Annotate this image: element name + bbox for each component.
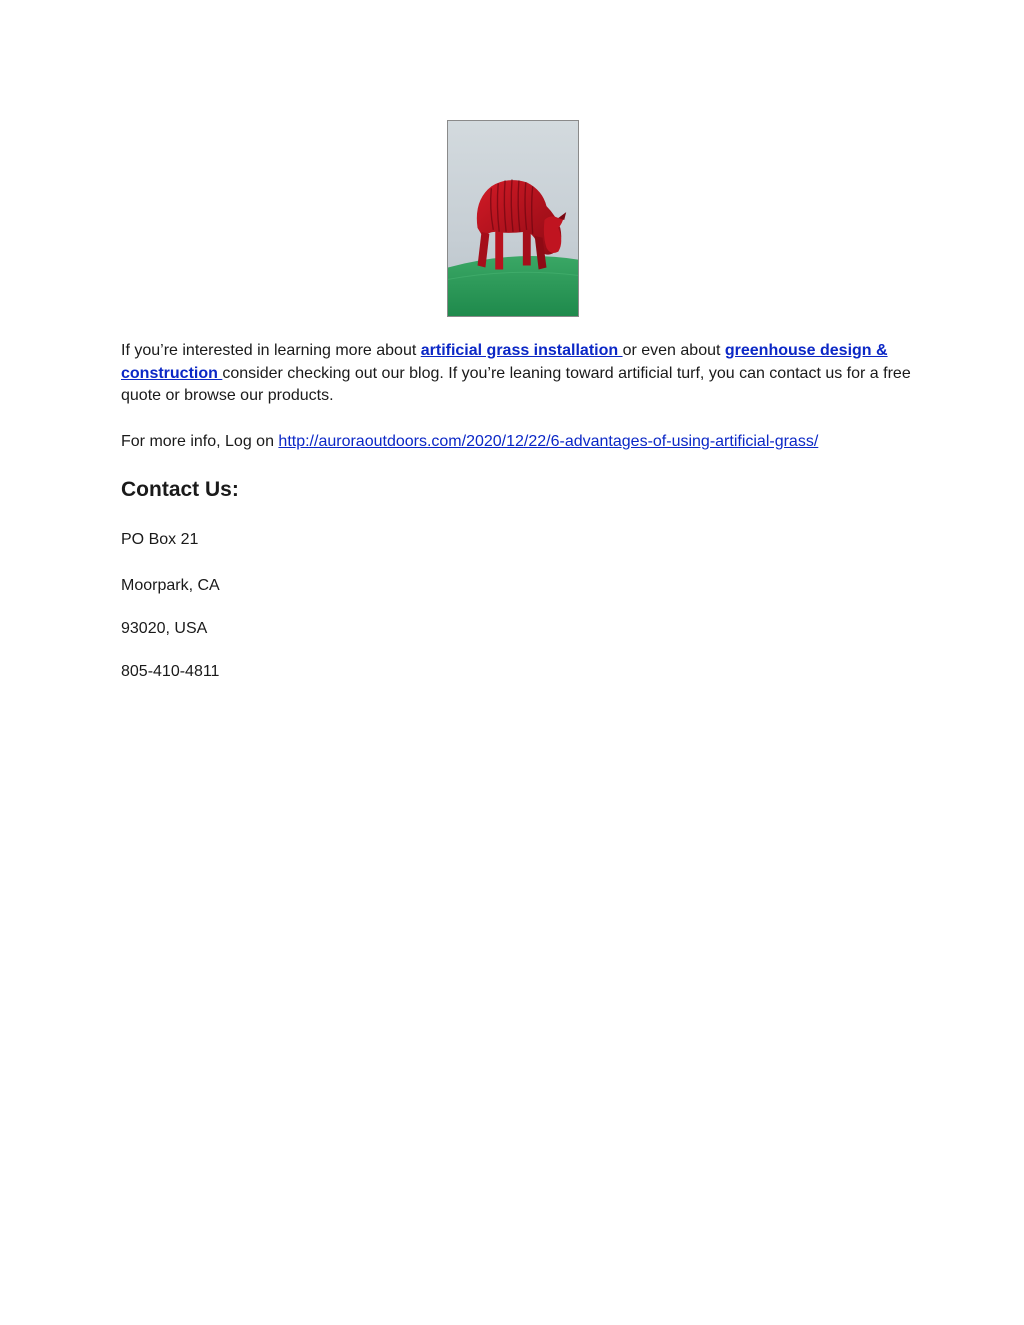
contact-phone: 805-410-4811 xyxy=(121,663,220,680)
artificial-grass-installation-link[interactable]: artificial grass installation xyxy=(420,342,623,359)
article-url-link[interactable]: http://auroraoutdoors.com/2020/12/22/6-advantages-of-using-artificial-grass/ xyxy=(278,433,819,450)
intro-text-2: or even about xyxy=(622,342,725,359)
intro-text-1: If you’re interested in learning more about xyxy=(121,342,421,359)
more-info-paragraph xyxy=(121,431,911,454)
intro-text-3: consider checking out our blog. If you’re leaning toward artificial turf, you can contact us for a free quote or browse our products. xyxy=(121,364,911,404)
contact-po-box: PO Box 21 xyxy=(121,531,199,548)
greenhouse-design-link[interactable]: greenhouse design & construction xyxy=(121,342,888,382)
more-info-prefix: For more info, Log on xyxy=(121,433,279,450)
ox-figurine-icon xyxy=(448,121,578,316)
red-ox-figurine-photo xyxy=(447,120,579,317)
intro-paragraph xyxy=(121,340,911,408)
contact-heading: Contact Us: xyxy=(121,478,239,501)
contact-city: Moorpark, CA xyxy=(121,577,220,594)
contact-zip-country: 93020, USA xyxy=(121,620,208,637)
